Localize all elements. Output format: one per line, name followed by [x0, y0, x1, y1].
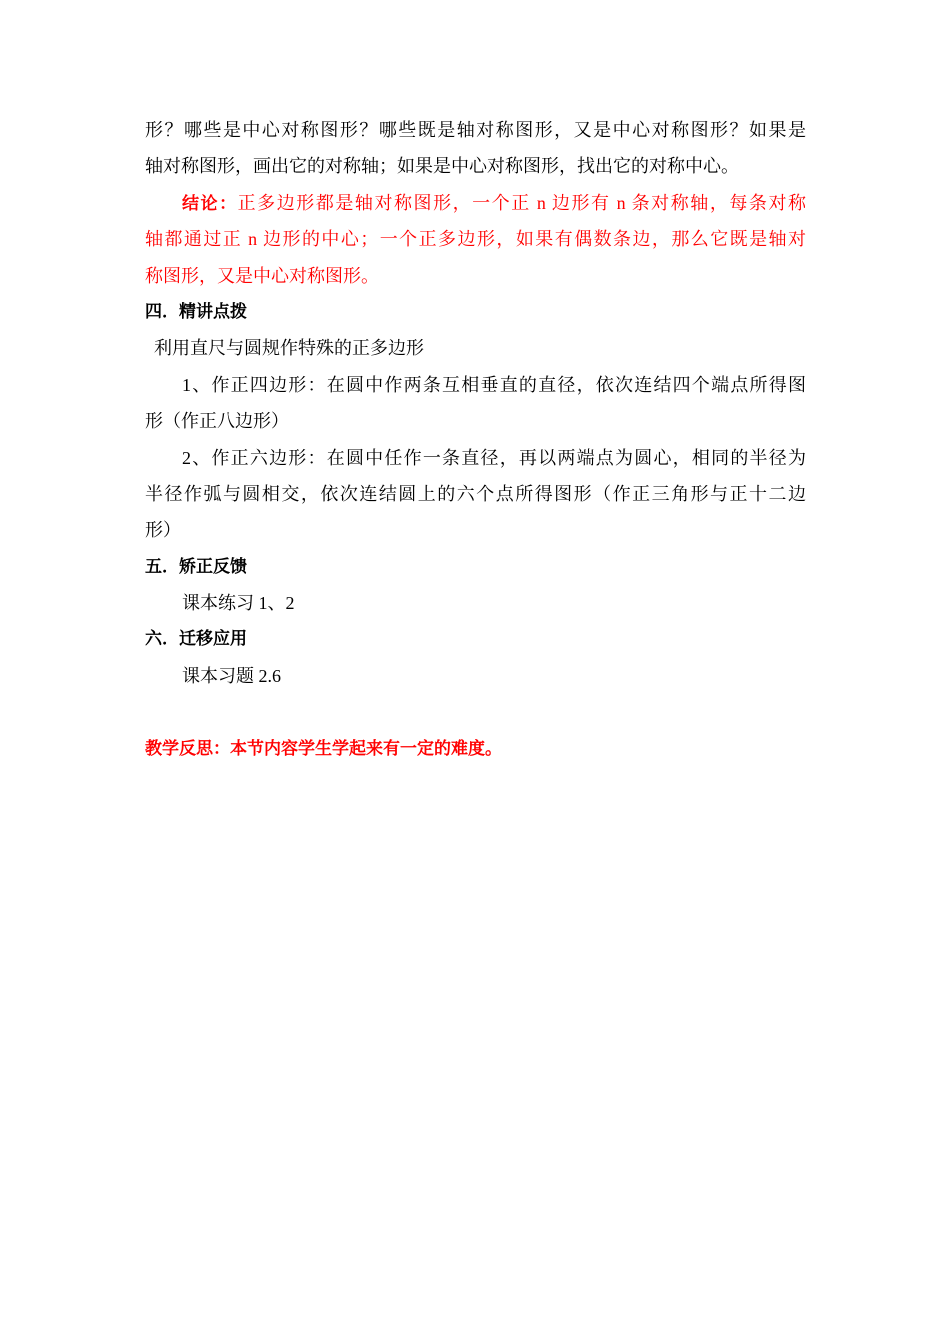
item-line: 形（作正八边形）	[145, 411, 289, 432]
conclusion-line: 称图形，又是中心对称图形。	[145, 265, 379, 286]
blank-line	[145, 694, 806, 730]
section-content: 课本习题 2.6	[182, 665, 281, 686]
section-heading: 四．精讲点拨	[145, 301, 247, 322]
item-line: 形）	[145, 520, 181, 541]
document-body	[145, 112, 806, 767]
question-line: 形？哪些是中心对称图形？哪些既是轴对称图形，又是中心对称图形？如果是	[145, 120, 806, 140]
item-line: 半径作弧与圆相交，依次连结圆上的六个点所得图形（作正三角形与正十二边	[145, 483, 806, 504]
conclusion-line: 轴都通过正 n 边形的中心；一个正多边形，如果有偶数条边，那么它既是轴对	[145, 229, 806, 250]
conclusion-line	[145, 185, 806, 221]
item-line: 1、作正四边形：在圆中作两条互相垂直的直径，依次连结四个端点所得图	[182, 374, 806, 395]
conclusion-label: 结论：	[182, 193, 238, 214]
section-content: 课本练习 1、2	[182, 593, 295, 614]
item-line: 2、作正六边形：在圆中任作一条直径，再以两端点为圆心，相同的半径为	[182, 447, 806, 468]
section-heading: 五．矫正反馈	[145, 556, 247, 577]
question-line: 轴对称图形，画出它的对称轴；如果是中心对称图形，找出它的对称中心。	[145, 156, 739, 177]
teaching-reflection: 教学反思：本节内容学生学起来有一定的难度。	[145, 738, 502, 759]
section-intro: 利用直尺与圆规作特殊的正多边形	[154, 338, 424, 359]
section-heading: 六．迁移应用	[145, 629, 247, 650]
conclusion-text: 正多边形都是轴对称图形，一个正 n 边形有 n 条对称轴，每条对称	[237, 192, 807, 213]
